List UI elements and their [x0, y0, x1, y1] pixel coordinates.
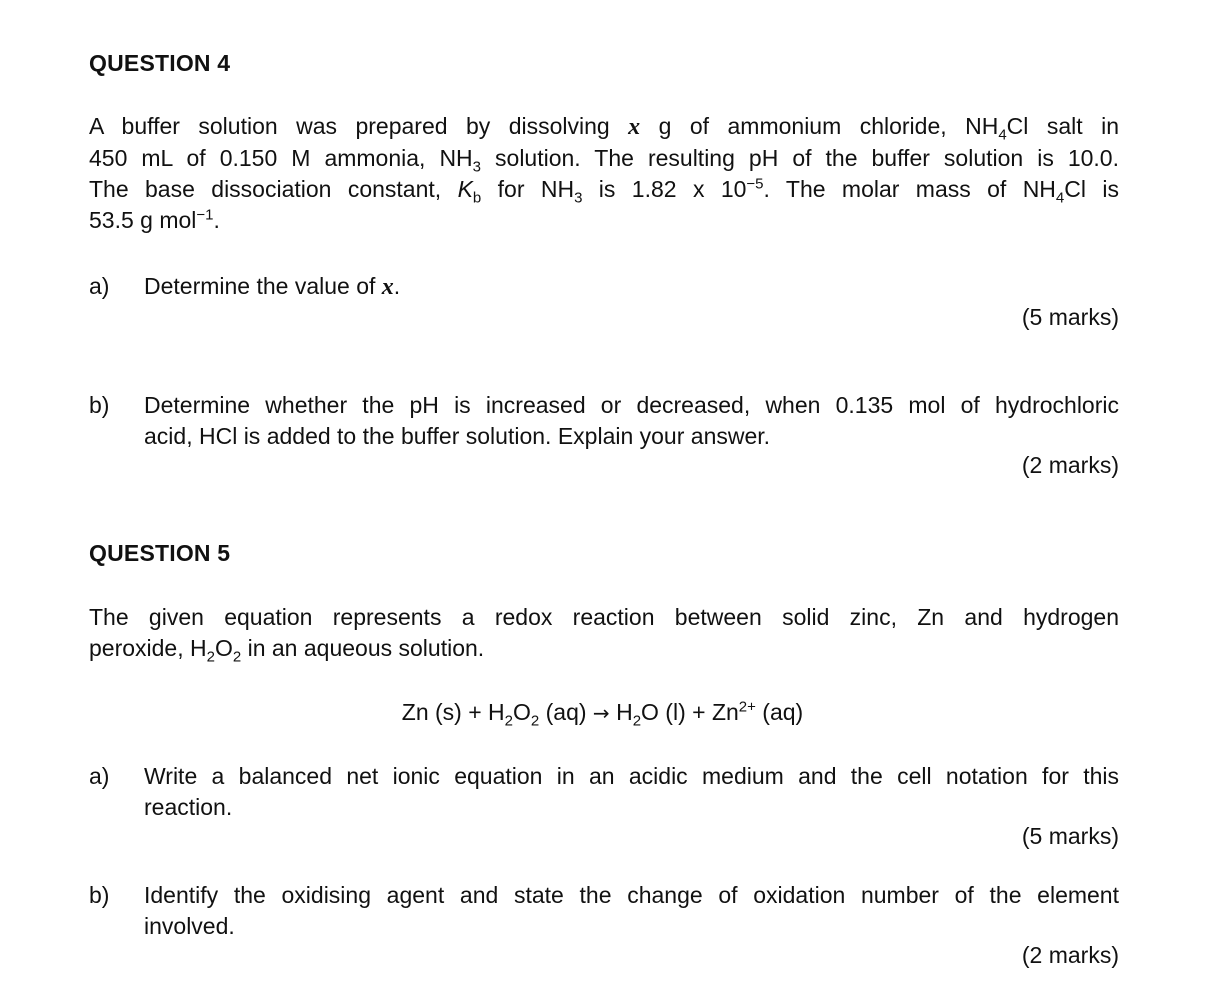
reaction-arrow-icon: → [592, 701, 610, 725]
question-5-intro [89, 602, 1119, 664]
part-text: Write a balanced net ionic equation in an acidic medium and the cell notation for this reaction. [144, 763, 1119, 820]
part-label: b) [89, 882, 110, 908]
marks-label: (5 marks) [1021, 304, 1119, 330]
intro-line: A buffer solution was prepared by dissolving x g of ammonium chloride, $NH_4Cl$ salt in [89, 113, 1119, 144]
intro-line: 53.5 g mol$^{-1}$. [89, 206, 220, 233]
marks-label: (2 marks) [1021, 452, 1119, 478]
redox-equation: Zn $(s) + H_2O_2$ $(aq) \to H_2O$ $(l) + Zn^{2+}$ (aq) [401, 698, 804, 730]
part-text: Determine whether the pH is increased or decreased, when 0.135 mol of hydrochloric acid, HCl is added to the buffer solution. Explain your answer. [144, 392, 1119, 449]
question-4-intro [89, 111, 1119, 236]
question-4-heading: QUESTION 4 [89, 50, 231, 76]
intro-line: peroxide, $H_2O_2$ in an aqueous solution. [89, 635, 485, 666]
part-text: Determine the value of x. [144, 273, 401, 300]
question-5-heading: QUESTION 5 [89, 540, 231, 566]
intro-line: The given equation represents a redox reaction between solid zinc, Zn and hydrogen [89, 604, 1119, 630]
marks-label: (2 marks) [1021, 942, 1119, 968]
part-label: b) [89, 392, 110, 418]
part-label: a) [89, 763, 110, 789]
intro-line: The base dissociation constant, $K_b$ for $NH_3$ is 1.82 x $10^{-5}$. The molar mass of $NH_4Cl$ is [89, 175, 1119, 207]
part-label: a) [89, 273, 110, 299]
marks-label: (5 marks) [1021, 823, 1119, 849]
intro-line: 450 mL of 0.150 M ammonia, $NH_3$ solution. The resulting pH of the buffer solution is 10.0. [89, 145, 1119, 176]
part-text: Identify the oxidising agent and state the change of oxidation number of the element involved. [144, 882, 1119, 939]
